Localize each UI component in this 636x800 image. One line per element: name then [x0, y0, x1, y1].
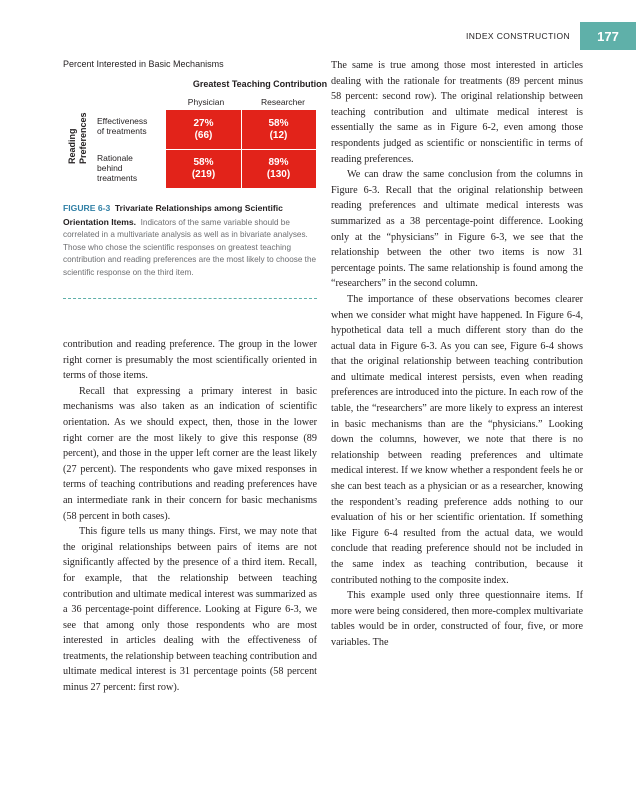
row-label-effectiveness	[97, 116, 161, 136]
row-label-line: Rationale	[97, 153, 133, 163]
cell-percent: 27%	[193, 117, 214, 129]
figure-title: Percent Interested in Basic Mechanisms	[63, 59, 224, 69]
paragraph: The same is true among those most interested in articles dealing with the rationale for treatments (89 percent minus 58 percent: second row). The original relationship between teaching contribution and ultimate medical interest is essentially the same as in Figure 6-2, even among those respondents judged as scientific or nonscientific in terms of reading preferences.	[331, 60, 583, 165]
cell-count: (12)	[269, 129, 288, 141]
paragraph: This figure tells us many things. First, we may note that the original relationships between pairs of items are not significantly affected by the presence of a third item. Recall, for example, that the relationship between teaching contribution and ultimate medical interest was summarized as a 36 percentage-point difference. Looking at Figure 6-3, we see that among only those respondents who are most interested in articles dealing with the effectiveness of treatments, the relationship between teaching contribution and ultimate medical interest is 31 percentage points (58 percent minus 27 percent: first row).	[63, 526, 317, 694]
column-header-researcher: Researcher	[261, 97, 305, 107]
data-grid	[166, 110, 316, 188]
cell-percent: 58%	[193, 156, 214, 168]
figure-caption	[63, 202, 317, 279]
right-text-column	[331, 58, 583, 651]
table-cell	[166, 149, 241, 188]
caption-text: Indicators of the same variable should be correlated in a multivariate analysis as well as in bivariate analyses. Those who chose the scientific responses on greatest teaching contribution and reading preferences are the most likely to choose the scientific response on the third item.	[63, 217, 317, 277]
column-group-label: Greatest Teaching Contribution	[192, 79, 328, 89]
table-cell	[166, 110, 241, 149]
paragraph: This example used only three questionnaire items. If more were being considered, then more-complex multivariate tables would be in order, constructed of four, five, or more variables. The	[331, 590, 583, 648]
row-label-line: Effectiveness	[97, 116, 148, 126]
cell-percent: 58%	[268, 117, 289, 129]
paragraph: contribution and reading preference. The group in the lower right corner is presumably the most scientifically oriented in terms of those items.	[63, 339, 317, 382]
cell-count: (130)	[266, 168, 291, 180]
paragraph: Recall that expressing a primary interest in basic mechanisms was also taken as an indication of scientific orientation. As we should expect, then, those in the lower right corner are the most likely to give this response (89 percent), and those in the upper left corner are the least likely (27 percent). The respondents who gave mixed responses in terms of teaching contributions and reading preferences have an intermediate rank in their concern for basic mechanisms (58 percent in both cases).	[63, 385, 317, 522]
table-cell	[241, 110, 316, 149]
row-label-line: behind	[97, 163, 123, 173]
table-cell	[241, 149, 316, 188]
cell-percent: 89%	[268, 156, 289, 168]
paragraph: The importance of these observations becomes clearer when we consider what might have happened. In Figure 6-4, hypothetical data tell a much different story than do the actual data in Figure 6-3. As you can see, Figure 6-4 shows that the original relationship between teaching contribution and ultimate medical interest persists, even when reading preferences are introduced into the picture. In each row of the table, the “researchers” are more likely to express an interest in basic mechanisms than are the “physicians.” Looking down the columns, however, we note that there is no relationship between reading preferences and ultimate medical interest. If we know whether a respondent feels he or she can best teach as a physician or as a researcher, knowing the respondent’s reading preference adds nothing to our evaluation of his or her scientific orientation. If something like Figure 6-4 resulted from the actual data, we would conclude that reading preference should not be included in the same index as teaching contribution, because it contributed nothing to the composite index.	[331, 293, 583, 586]
row-label-rationale	[97, 153, 161, 183]
caption-title: Trivariate Relationships among Scientific Orientation Items.	[63, 203, 283, 227]
row-group-label-line2: Preferences	[78, 112, 88, 164]
column-header-physician: Physician	[187, 97, 225, 107]
grid-divider	[166, 149, 316, 150]
page-number: 177	[580, 22, 636, 50]
left-text-column	[63, 337, 317, 696]
row-label-line: of treatments	[97, 126, 147, 136]
cell-count: (219)	[191, 168, 216, 180]
cell-count: (66)	[194, 129, 213, 141]
row-label-line: treatments	[97, 173, 138, 183]
paragraph: We can draw the same conclusion from the columns in Figure 6-3. Recall that the original relationship between reading preferences and ultimate medical interests was summarized as a 38 percentage-point difference. Looking only at the “physicians” in Figure 6-3, we see that the relationship between the other two items is now 31 percentage points. The same relationship is found among the “researchers” in the second column.	[331, 169, 583, 290]
caption-number: FIGURE 6-3	[63, 203, 111, 213]
page-header	[466, 22, 636, 50]
running-head: INDEX CONSTRUCTION	[465, 31, 570, 41]
figure-separator	[63, 298, 317, 299]
row-group-label-line1: Reading	[67, 128, 77, 164]
